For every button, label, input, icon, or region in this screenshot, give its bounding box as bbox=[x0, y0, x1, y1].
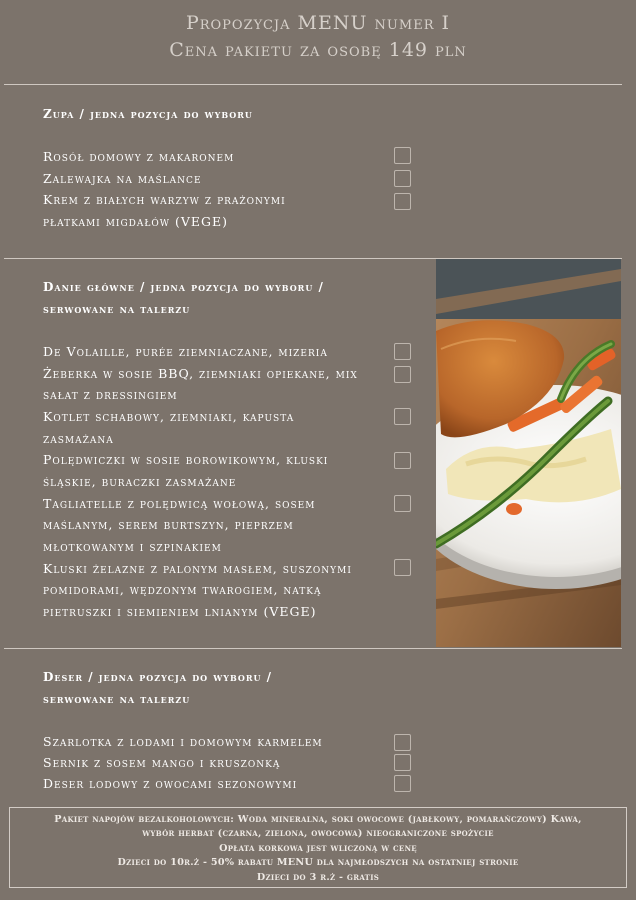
main-item: Polędwiczki w sosie borowikowym, kluski bbox=[43, 452, 329, 467]
main-item: De Volaille, purée ziemniaczane, mizeria bbox=[43, 344, 328, 359]
menu-title: Propozycja MENU numer I bbox=[185, 12, 451, 34]
main-item-checkbox[interactable] bbox=[394, 559, 411, 576]
main-item: Kluski żelazne z palonym masłem, suszonymi bbox=[43, 561, 352, 576]
main-section-subtitle: serwowane na talerzu bbox=[43, 302, 191, 316]
soup-item-checkbox[interactable] bbox=[394, 170, 411, 187]
drinks-info-box bbox=[9, 807, 627, 888]
main-item-continued: pomidorami, wędzonym twarogiem, natką bbox=[43, 582, 322, 597]
dessert-item: Sernik z sosem mango i kruszonką bbox=[43, 755, 281, 770]
footer-line: Opłata korkowa jest wliczoną w cenę bbox=[219, 842, 417, 854]
main-item-checkbox[interactable] bbox=[394, 495, 411, 512]
main-item: Tagliatelle z polędwicą wołową, sosem bbox=[43, 496, 316, 511]
footer-line: Pakiet napojów bezalkoholowych: Woda mineralna, soki owocowe (jabłkowy, pomarańczowy) Kawa, bbox=[54, 814, 582, 825]
main-item-continued: pietruszki i siemieniem lnianym (VEGE) bbox=[43, 604, 317, 619]
footer-line: Dzieci do 10r.ż - 50% rabatu MENU dla najmłodszych na ostatniej stronie bbox=[117, 857, 519, 869]
menu-price: Cena pakietu za osobę 149 pln bbox=[169, 39, 467, 61]
main-item-continued: sałat z dressingiem bbox=[43, 387, 178, 402]
soup-section-title: Zupa / jedna pozycja do wyboru bbox=[43, 107, 253, 121]
dish-photo bbox=[436, 259, 621, 647]
soup-item-checkbox[interactable] bbox=[394, 147, 411, 164]
main-item: Kotlet schabowy, ziemniaki, kapusta bbox=[43, 409, 295, 424]
menu-header bbox=[0, 10, 636, 64]
soup-item: Krem z białych warzyw z prażonymi bbox=[43, 192, 286, 207]
dessert-item-checkbox[interactable] bbox=[394, 775, 411, 792]
dessert-section-title: Deser / jedna pozycja do wyboru / bbox=[43, 670, 273, 684]
divider bbox=[4, 648, 622, 649]
main-item: Żeberka w sosie BBQ, ziemniaki opiekane, mix bbox=[43, 366, 358, 381]
dessert-item-checkbox[interactable] bbox=[394, 734, 411, 751]
footer-line: wybór herbat (czarna, zielona, owocowa) nieograniczone spożycie bbox=[142, 828, 494, 840]
main-item-continued: śląskie, buraczki zasmażane bbox=[43, 474, 237, 489]
main-section-title: Danie główne / jedna pozycja do wyboru / bbox=[43, 280, 324, 294]
soup-item-continued: płatkami migdałów (VEGE) bbox=[43, 214, 229, 229]
soup-item: Zalewajka na maślance bbox=[43, 171, 202, 186]
dessert-item: Deser lodowy z owocami sezonowymi bbox=[43, 776, 298, 791]
soup-item-checkbox[interactable] bbox=[394, 193, 411, 210]
main-item-continued: młotkowanym i szpinakiem bbox=[43, 539, 222, 554]
soup-item: Rosół domowy z makaronem bbox=[43, 149, 235, 164]
divider bbox=[4, 84, 622, 85]
footer-line: Dzieci do 3 r.ż - gratis bbox=[256, 871, 380, 883]
dessert-item: Szarlotka z lodami i domowym karmelem bbox=[43, 734, 323, 749]
main-item-continued: zasmażana bbox=[43, 431, 114, 446]
dessert-item-checkbox[interactable] bbox=[394, 754, 411, 771]
main-item-continued: maślanym, serem burtszyn, pieprzem bbox=[43, 517, 294, 532]
main-item-checkbox[interactable] bbox=[394, 343, 411, 360]
main-item-checkbox[interactable] bbox=[394, 366, 411, 383]
dessert-section-subtitle: serwowane na talerzu bbox=[43, 692, 191, 706]
main-item-checkbox[interactable] bbox=[394, 408, 411, 425]
main-item-checkbox[interactable] bbox=[394, 452, 411, 469]
